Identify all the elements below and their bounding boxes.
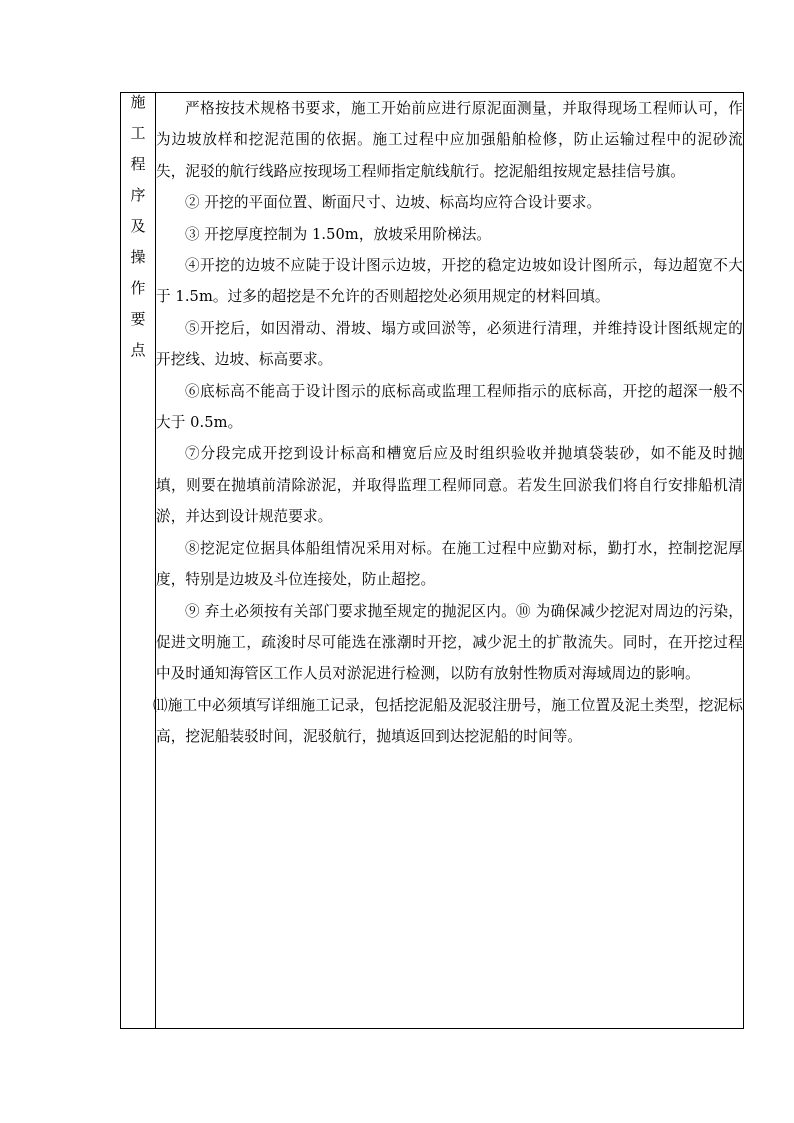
paragraph-item-11: ⑾施工中必须填写详细施工记录，包括挖泥船及泥驳注册号，施工位置及泥土类型，挖泥标高，挖泥船装驳时间，泥驳航行，抛填返回到达挖泥船的时间等。 xyxy=(153,696,743,746)
paragraph-item-4: ④开挖的边坡不应陡于设计图示边坡，开挖的稳定边坡如设计图所示，每边超宽不大于 1.5m。过多的超挖是不允许的否则超挖处必须用规定的材料回填。 xyxy=(156,257,743,306)
paragraph-item-9-10: ⑨ 弃土必须按有关部门要求抛至规定的抛泥区内。⑩ 为确保减少挖泥对周边的污染，促进文明施工，疏浚时尽可能选在涨潮时开挖，减少泥土的扩散流失。同时，在开挖过程中及时通知海管区工作人员对淤泥进行检测，以防有放射性物质对海域周边的影响。 xyxy=(156,602,743,683)
row-label-cell xyxy=(121,93,156,1029)
paragraph-item-3: ③ 开挖厚度控制为 1.50m，放坡采用阶梯法。 xyxy=(185,225,492,243)
row-label xyxy=(121,93,155,374)
label-char: 程 xyxy=(130,155,146,173)
label-char: 操 xyxy=(130,248,146,266)
label-char: 施 xyxy=(130,93,146,111)
label-char: 作 xyxy=(130,279,146,297)
paragraph-item-2: ② 开挖的平面位置、断面尺寸、边坡、标高均应符合设计要求。 xyxy=(185,194,602,212)
label-char: 工 xyxy=(130,124,146,142)
paragraph-item-7: ⑦分段完成开挖到设计标高和槽宽后应及时组织验收并抛填袋装砂，如不能及时抛填，则要在抛填前清除淤泥，并取得监理工程师同意。若发生回淤我们将自行安排船机清淤，并达到设计规范要求。 xyxy=(156,445,743,526)
table-row xyxy=(121,93,744,1029)
paragraph-item-6: ⑥底标高不能高于设计图示的底标高或监理工程师指示的底标高，开挖的超深一般不大于 0.5m。 xyxy=(156,382,743,432)
label-char: 要 xyxy=(130,310,146,328)
procedure-table xyxy=(120,92,744,1029)
label-char: 序 xyxy=(130,186,146,204)
paragraph-item-5: ⑤开挖后，如因滑动、滑坡、塌方或回淤等，必须进行清理，并维持设计图纸规定的开挖线、边坡、标高要求。 xyxy=(156,319,743,369)
label-char: 点 xyxy=(130,341,146,359)
paragraph-item-8: ⑧挖泥定位据具体船组情况采用对标。在施工过程中应勤对标，勤打水，控制挖泥厚度，特别是边坡及斗位连接处，防止超挖。 xyxy=(156,539,743,589)
content-cell xyxy=(153,93,744,1029)
label-char: 及 xyxy=(130,217,146,235)
paragraph-intro: 严格按技术规格书要求，施工开始前应进行原泥面测量，并取得现场工程师认可，作为边坡放样和挖泥范围的依据。施工过程中应加强船舶检修，防止运输过程中的泥砂流失，泥驳的航行线路应按现场工程师指定航线航行。挖泥船组按规定悬挂信号旗。 xyxy=(156,100,743,180)
